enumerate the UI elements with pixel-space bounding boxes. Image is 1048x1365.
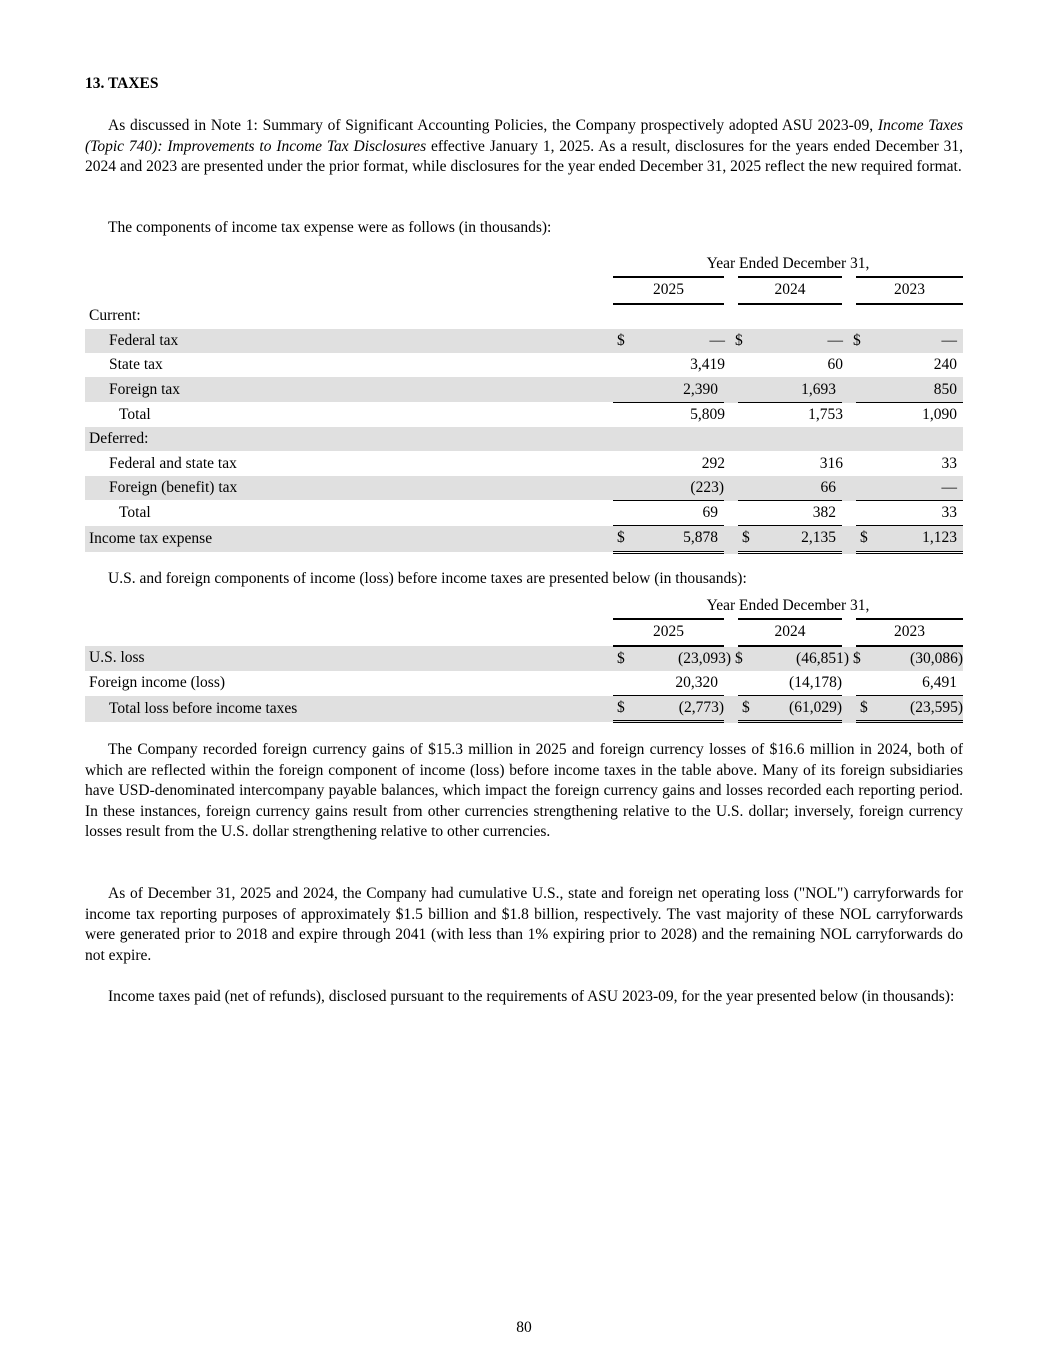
value-cell: 69 (633, 500, 731, 525)
currency-symbol: $ (849, 329, 869, 353)
components2-intro: U.S. and foreign components of income (loss) before income taxes are presented below (in thousands): (108, 570, 747, 587)
currency-symbol: $ (849, 526, 869, 552)
value-cell: (30,086) (869, 646, 963, 671)
intro-italic: Income Taxes (Topic 740): Improvements to Income Tax Disclosures (85, 117, 964, 155)
year-2023-header: 2023 (849, 619, 963, 645)
table-header-years-row (85, 277, 963, 303)
table-row (85, 427, 963, 451)
value-cell: 1,090 (922, 405, 957, 423)
row-label: Total (119, 504, 151, 522)
value-cell: — (869, 476, 963, 501)
year-ended-header: Year Ended December 31, (613, 252, 963, 277)
table-row (85, 526, 963, 552)
intro-part2: effective January 1, 2025. As a result, disclosures for the years ended December 31, 2024 and 2023 are presented under the prior format, while disclosures for the year ended December 31, 2025 reflect the new required format. (85, 137, 963, 175)
value-cell: 5,878 (633, 526, 731, 552)
currency-symbol: $ (613, 329, 633, 353)
row-label: Total (119, 405, 151, 423)
value-cell: (14,178) (751, 671, 849, 696)
value-cell: 316 (819, 454, 843, 472)
row-label: Deferred: (85, 427, 613, 451)
year-2025-header: 2025 (613, 277, 731, 303)
section-heading: 13. TAXES (85, 75, 159, 92)
row-label: Foreign tax (85, 377, 613, 402)
value-cell: 3,419 (690, 356, 725, 374)
table-row (85, 671, 963, 696)
table-row (85, 353, 963, 377)
value-cell: (23,093) (633, 646, 731, 671)
value-cell: (2,773) (633, 696, 731, 722)
value-cell: 1,693 (751, 377, 849, 402)
table-row (85, 476, 963, 501)
value-cell: — (633, 329, 731, 353)
income-before-taxes-table (85, 594, 963, 723)
currency-symbol: $ (613, 696, 633, 722)
row-label: Federal and state tax (109, 454, 237, 472)
year-2024-header: 2024 (731, 277, 849, 303)
table-row (85, 451, 963, 475)
currency-symbol: $ (731, 646, 751, 671)
value-cell: (223) (633, 476, 731, 501)
currency-symbol: $ (731, 329, 751, 353)
row-label: State tax (109, 356, 163, 374)
value-cell: 60 (827, 356, 843, 374)
table-row (85, 377, 963, 402)
value-cell: 6,491 (869, 671, 963, 696)
value-cell: 66 (751, 476, 849, 501)
value-cell: (23,595) (869, 696, 963, 722)
currency-symbol: $ (849, 646, 869, 671)
value-cell: 1,123 (869, 526, 963, 552)
row-label: Income tax expense (85, 526, 613, 552)
year-2024-header: 2024 (731, 619, 849, 645)
income-tax-components-table (85, 252, 963, 554)
table-row (85, 696, 963, 722)
table-header-span-row (85, 594, 963, 619)
table-row (85, 329, 963, 353)
value-cell: (61,029) (751, 696, 849, 722)
table-row (85, 402, 963, 427)
fx-paragraph: The Company recorded foreign currency gains of $15.3 million in 2025 and foreign currency losses of $16.6 million in 2024, both of which are reflected within the foreign component of income (loss) before income taxes in the table above. Many of its foreign subsidiaries have USD-denominated intercompany payable balances, which impact the foreign currency gains and losses recorded each reporting period. In these instances, foreign currency gains result from other currencies strengthening relative to the U.S. dollar; inversely, foreign currency losses result from the U.S. dollar strengthening relative to other currencies. (85, 741, 963, 840)
row-label: Current: (89, 307, 141, 325)
value-cell: 20,320 (633, 671, 731, 696)
nol-paragraph: As of December 31, 2025 and 2024, the Company had cumulative U.S., state and foreign net operating loss ("NOL") carryforwards for income tax reporting purposes of approximately $1.5 billion and $1.8 billion, respectively. The vast majority of these NOL carryforwards were generated prior to 2018 and expire through 2041 (with less than 1% expiring prior to 2028) and the remaining NOL carryforwards do not expire. (85, 885, 963, 964)
value-cell: 850 (869, 377, 963, 402)
taxes-paid-paragraph: Income taxes paid (net of refunds), disclosed pursuant to the requirements of ASU 2023-09, for the year presented below (in thousands): (108, 988, 955, 1005)
value-cell: 5,809 (690, 405, 725, 423)
table-row (85, 646, 963, 671)
year-2025-header: 2025 (613, 619, 731, 645)
components-intro: The components of income tax expense were as follows (in thousands): (108, 219, 552, 236)
year-2023-header: 2023 (849, 277, 963, 303)
value-cell: — (751, 329, 849, 353)
value-cell: 33 (869, 500, 963, 525)
row-label: Federal tax (85, 329, 613, 353)
currency-symbol: $ (731, 696, 751, 722)
value-cell: — (869, 329, 963, 353)
table-header-span-row (85, 252, 963, 277)
year-ended-header: Year Ended December 31, (613, 594, 963, 619)
currency-symbol: $ (849, 696, 869, 722)
currency-symbol: $ (613, 526, 633, 552)
row-label: Foreign (benefit) tax (85, 476, 613, 501)
table-row (85, 304, 963, 329)
value-cell: 2,390 (633, 377, 731, 402)
row-label: Total loss before income taxes (85, 696, 613, 722)
intro-paragraph (85, 116, 963, 178)
value-cell: 33 (941, 454, 957, 472)
table-row (85, 500, 963, 525)
row-label: Foreign income (loss) (89, 674, 226, 692)
page-number: 80 (516, 1319, 532, 1336)
value-cell: 1,753 (808, 405, 843, 423)
table-header-years-row (85, 619, 963, 645)
value-cell: (46,851) (751, 646, 849, 671)
currency-symbol: $ (731, 526, 751, 552)
value-cell: 382 (751, 500, 849, 525)
currency-symbol: $ (613, 646, 633, 671)
value-cell: 240 (933, 356, 957, 374)
value-cell: 292 (701, 454, 725, 472)
row-label: U.S. loss (85, 646, 613, 671)
value-cell: 2,135 (751, 526, 849, 552)
intro-part1: As discussed in Note 1: Summary of Significant Accounting Policies, the Company prospectively adopted ASU 2023-09, (108, 117, 878, 134)
